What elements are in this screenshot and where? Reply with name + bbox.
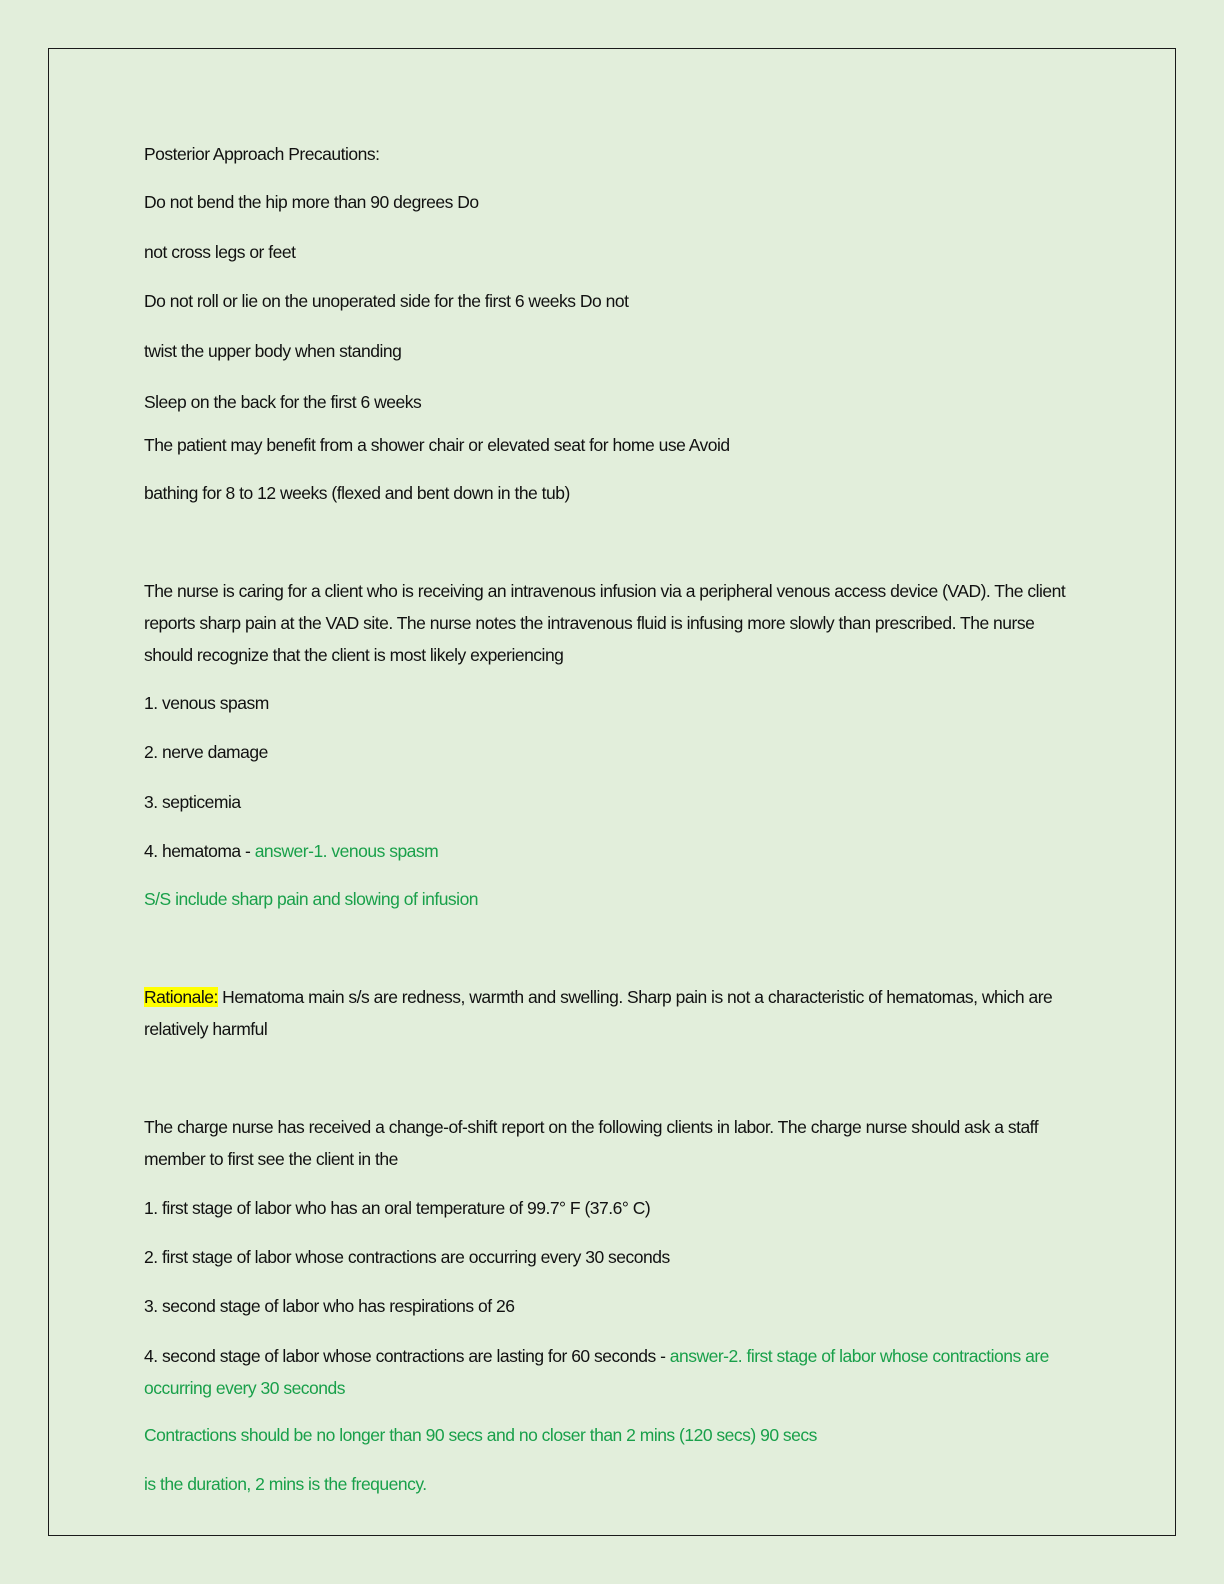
answer-note: is the duration, 2 mins is the frequency. — [144, 1474, 427, 1494]
answer-note: S/S include sharp pain and slowing of infusion — [144, 889, 479, 909]
question-stem: The nurse is caring for a client who is receiving an intravenous infusion via a peripheral venous access device (VAD). The client reports sharp pain at the VAD site. The nurse notes the intravenous fluid is infusing more slowly than prescribed. The nurse should recognize that the client is most likely experiencing — [144, 581, 1066, 665]
answer-option: 1. venous spasm — [144, 693, 269, 713]
correct-answer: answer-2. first stage of labor whose contractions are occurring every 30 seconds — [144, 1346, 1049, 1398]
section-heading: Posterior Approach Precautions: — [144, 144, 380, 164]
answer-option: 1. first stage of labor who has an oral temperature of 99.7° F (37.6° C) — [144, 1198, 651, 1218]
answer-option: 3. second stage of labor who has respirations of 26 — [144, 1296, 515, 1316]
option-text: 4. second stage of labor whose contractions are lasting for 60 seconds - — [144, 1346, 670, 1366]
precaution-line: Do not bend the hip more than 90 degrees Do — [144, 192, 479, 212]
answer-note: Contractions should be no longer than 90 secs and no closer than 2 mins (120 secs) 90 secs — [144, 1425, 817, 1445]
precaution-line: Sleep on the back for the first 6 weeks — [144, 392, 422, 412]
correct-answer: answer-1. venous spasm — [254, 841, 439, 861]
answer-option: 3. septicemia — [144, 792, 241, 812]
rationale — [144, 981, 1074, 1045]
precaution-line: not cross legs or feet — [144, 242, 296, 262]
answer-option — [144, 835, 438, 867]
answer-option: 2. first stage of labor whose contractions are occurring every 30 seconds — [144, 1247, 670, 1267]
answer-option — [144, 1340, 1074, 1404]
rationale-text: Hematoma main s/s are redness, warmth and swelling. Sharp pain is not a characteristic of hematomas, which are relatively harmful — [144, 987, 1057, 1039]
answer-option: 2. nerve damage — [144, 742, 268, 762]
precaution-line: bathing for 8 to 12 weeks (flexed and bent down in the tub) — [144, 483, 570, 503]
precaution-line: The patient may benefit from a shower chair or elevated seat for home use Avoid — [144, 435, 730, 455]
precaution-line: twist the upper body when standing — [144, 341, 402, 361]
rationale-label: Rationale: — [144, 987, 218, 1007]
question-stem: The charge nurse has received a change-of-shift report on the following clients in labor. The charge nurse should ask a staff member to first see the client in the — [144, 1117, 1039, 1169]
option-text: 4. hematoma - — [144, 841, 255, 861]
precaution-line: Do not roll or lie on the unoperated side for the first 6 weeks Do not — [144, 291, 629, 311]
